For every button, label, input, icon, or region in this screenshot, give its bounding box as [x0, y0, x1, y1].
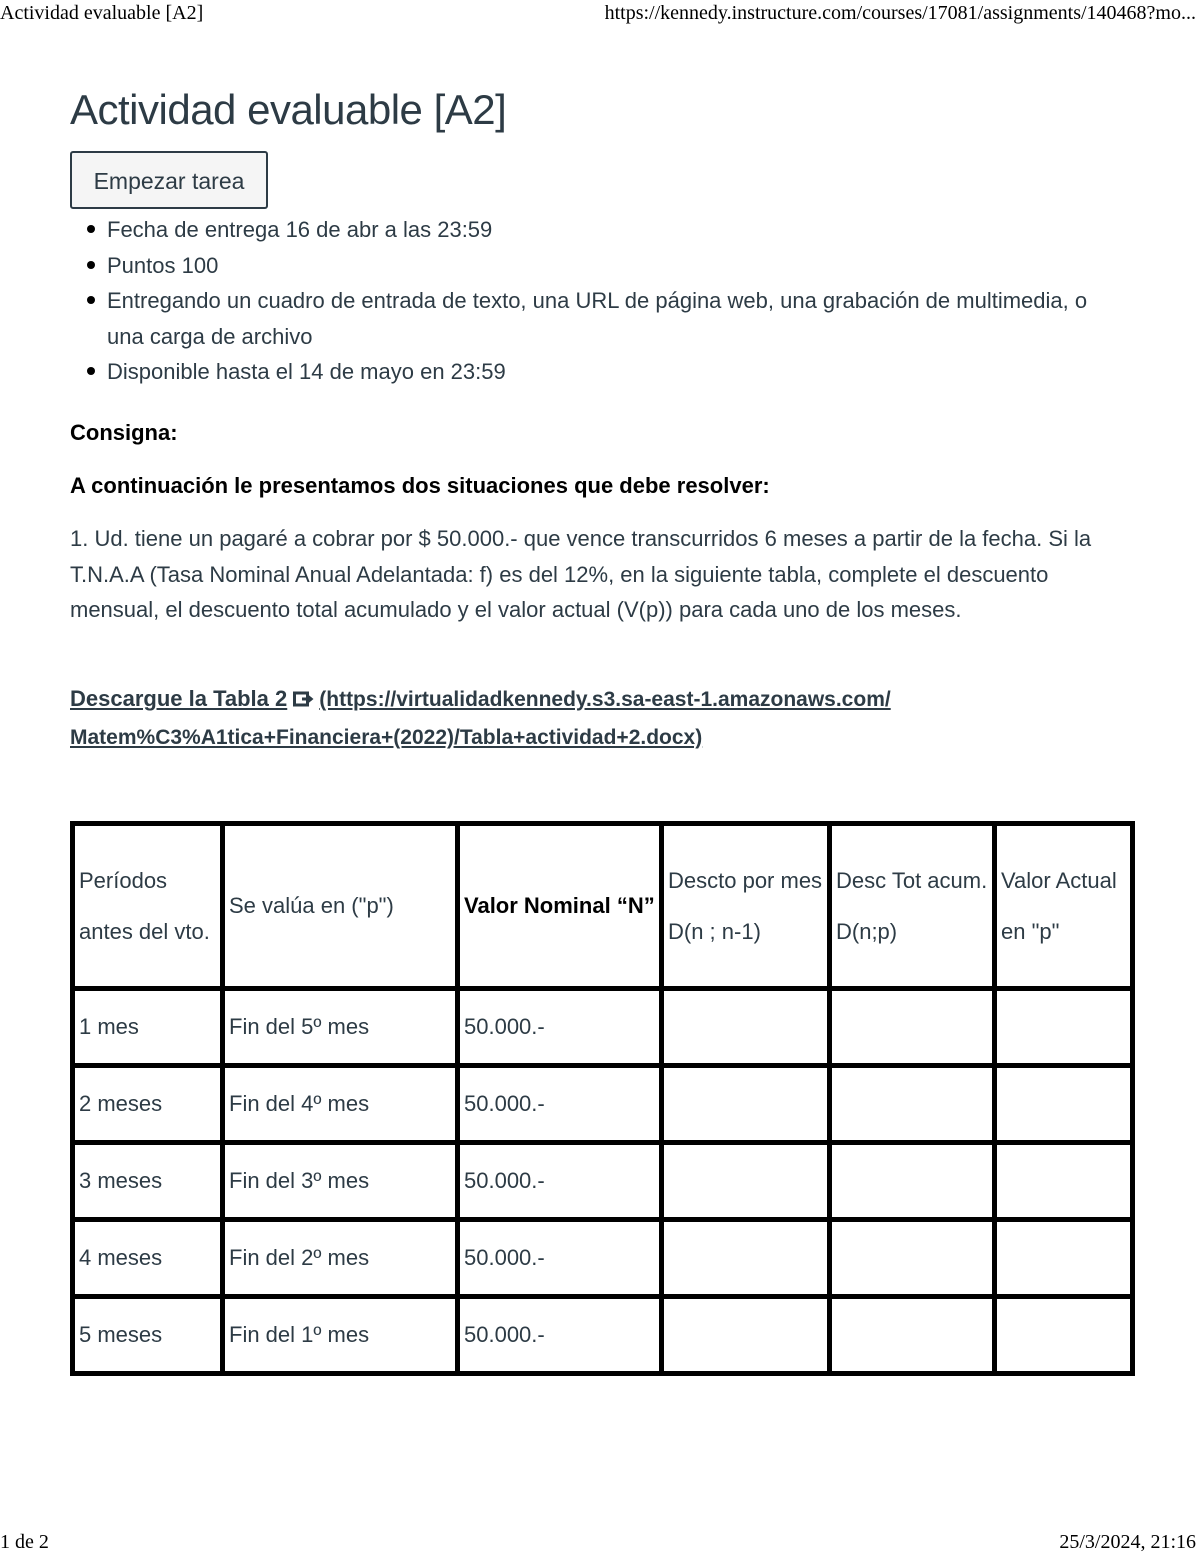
- header-periodos: [73, 824, 223, 989]
- cell-desctot: [830, 1143, 995, 1220]
- header-desctot-line1: Desc Tot acum.: [836, 867, 988, 893]
- cell-descto: [662, 1066, 830, 1143]
- cell-descto: [662, 1220, 830, 1297]
- print-header-title: Actividad evaluable [A2]: [0, 2, 204, 24]
- detail-due-date: Fecha de entrega 16 de abr a las 23:59: [107, 212, 1107, 248]
- table-row: [73, 1143, 1133, 1220]
- cell-descto: [662, 1143, 830, 1220]
- detail-points: Puntos 100: [107, 248, 1107, 284]
- cell-valua: Fin del 1º mes: [223, 1297, 458, 1374]
- cell-valua: Fin del 3º mes: [223, 1143, 458, 1220]
- page-title: Actividad evaluable [A2]: [70, 86, 507, 133]
- header-desc-tot: [830, 824, 995, 989]
- cell-desctot: [830, 989, 995, 1066]
- header-valor-nominal: Valor Nominal “N”: [458, 824, 662, 989]
- cell-desctot: [830, 1297, 995, 1374]
- cell-nominal: 50.000.-: [458, 1143, 662, 1220]
- cell-periodo: 4 meses: [73, 1220, 223, 1297]
- cell-desctot: [830, 1066, 995, 1143]
- table-container: [70, 821, 1130, 1376]
- download-paragraph: [70, 681, 1070, 755]
- header-descto-line1: Descto por mes: [668, 867, 823, 893]
- cell-valor-actual: [995, 1220, 1133, 1297]
- cell-periodo: 3 meses: [73, 1143, 223, 1220]
- external-link-icon: [293, 684, 315, 720]
- header-valor-line1: Valor Actual: [1001, 867, 1117, 893]
- print-footer-page: 1 de 2: [0, 1531, 49, 1553]
- table-row: [73, 1066, 1133, 1143]
- cell-descto: [662, 1297, 830, 1374]
- header-valor-actual: [995, 824, 1133, 989]
- consigna-heading: Consigna:: [70, 420, 178, 445]
- header-valua: Se valúa en ("p"): [223, 824, 458, 989]
- cell-valua: Fin del 4º mes: [223, 1066, 458, 1143]
- assignment-details-list: [70, 212, 1107, 390]
- table-row: [73, 989, 1133, 1066]
- header-descto-line2: D(n ; n-1): [668, 919, 761, 944]
- header-periodos-line2: antes del vto.: [79, 919, 210, 944]
- header-desctot-line2: D(n;p): [836, 919, 898, 944]
- cell-nominal: 50.000.-: [458, 1220, 662, 1297]
- table-row: [73, 1220, 1133, 1297]
- detail-submission-types: Entregando un cuadro de entrada de texto, una URL de página web, una grabación de multimedia, o una carga de archivo: [107, 283, 1107, 354]
- intro-text: A continuación le presentamos dos situaciones que debe resolver:: [70, 473, 770, 498]
- detail-available-until: Disponible hasta el 14 de mayo en 23:59: [107, 354, 1107, 390]
- cell-descto: [662, 989, 830, 1066]
- print-header-url: https://kennedy.instructure.com/courses/17081/assignments/140468?mo...: [604, 2, 1196, 24]
- header-periodos-line1: Períodos: [79, 867, 168, 893]
- cell-periodo: 5 meses: [73, 1297, 223, 1374]
- download-link-label: Descargue la Tabla 2: [70, 686, 288, 711]
- header-descto: [662, 824, 830, 989]
- download-url-link[interactable]: (https://virtualidadkennedy.s3.sa-east-1.amazonaws.com/ Matem%C3%A1tica+Financiera+(2022)/Tabla+actividad+2.docx): [70, 688, 891, 749]
- table-row: [73, 1297, 1133, 1374]
- download-table-link[interactable]: [70, 688, 287, 711]
- cell-desctot: [830, 1220, 995, 1297]
- cell-valua: Fin del 5º mes: [223, 989, 458, 1066]
- cell-valor-actual: [995, 1066, 1133, 1143]
- cell-valor-actual: [995, 1297, 1133, 1374]
- cell-valua: Fin del 2º mes: [223, 1220, 458, 1297]
- start-assignment-button[interactable]: Empezar tarea: [70, 151, 268, 209]
- cell-periodo: 2 meses: [73, 1066, 223, 1143]
- cell-nominal: 50.000.-: [458, 1297, 662, 1374]
- cell-nominal: 50.000.-: [458, 1066, 662, 1143]
- cell-periodo: 1 mes: [73, 989, 223, 1066]
- discount-table: [70, 821, 1135, 1376]
- problem-statement: 1. Ud. tiene un pagaré a cobrar por $ 50.000.- que vence transcurridos 6 meses a partir de la fecha. Si la T.N.A.A (Tasa Nominal Anual Adelantada: f) es del 12%, en la siguiente tabla, complete el descuento mensual, el descuento total acumulado y el valor actual (V(p)) para cada uno de los meses.: [70, 526, 1092, 622]
- cell-nominal: 50.000.-: [458, 989, 662, 1066]
- print-footer-datetime: 25/3/2024, 21:16: [1059, 1531, 1196, 1553]
- header-valor-line2: en "p": [1001, 919, 1060, 944]
- table-header-row: [73, 824, 1133, 989]
- cell-valor-actual: [995, 1143, 1133, 1220]
- cell-valor-actual: [995, 989, 1133, 1066]
